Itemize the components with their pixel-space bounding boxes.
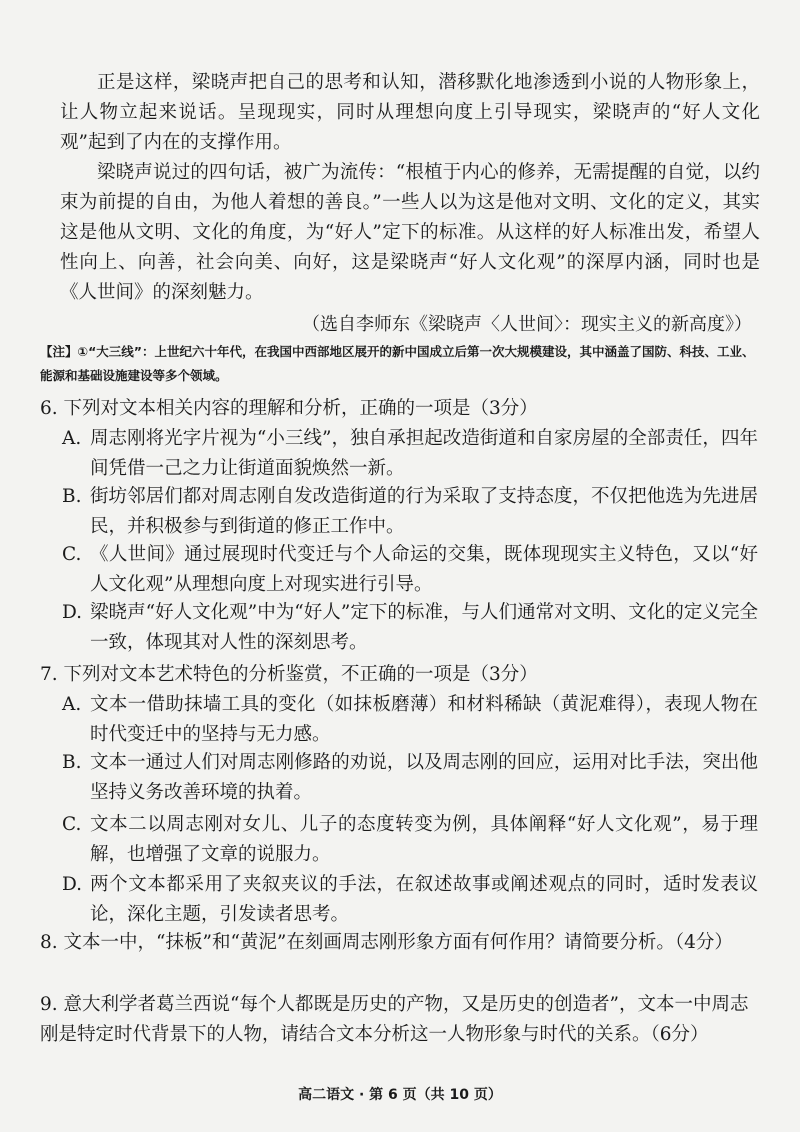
passage-source: （选自李师东《梁晓声〈人世间〉：现实主义的新高度》） [302,314,752,335]
option-label: D. [62,602,83,623]
option-text: 梁晓声“好人文化观”中为“好人”定下的标准，与人们通常对文明、文化的定义完全一致，体现其对人性的深刻思考。 [90,602,758,653]
question-7-option-a [62,690,758,750]
option-text: 文本一借助抹墙工具的变化（如抹板磨薄）和材料稀缺（黄泥难得），表现人物在时代变迁中的坚持与无力感。 [90,694,758,745]
question-7-stem: 7. 下列对文本艺术特色的分析鉴赏，不正确的一项是（3分） [40,664,538,685]
question-9-stem: 9. 意大利学者葛兰西说“每个人都既是历史的产物，又是历史的创造者”，文本一中周志刚是特定时代背景下的人物，请结合文本分析这一人物形象与时代的关系。（6分） [40,994,749,1045]
question-7-option-b [62,748,758,808]
question-6-option-b [62,482,758,542]
footnote: 【注】①“大三线”：上世纪六十年代，在我国中西部地区展开的新中国成立后第一次大规模建设，其中涵盖了国防、科技、工业、能源和基础设施建设等多个领域。 [40,344,755,383]
question-6-option-a [62,424,758,484]
question-8-stem: 8. 文本一中，“抹板”和“黄泥”在刻画周志刚形象方面有何作用？请简要分析。（4分） [40,932,733,953]
question-7-option-d [62,870,758,930]
option-text: 两个文本都采用了夹叙夹议的手法，在叙述故事或阐述观点的同时，适时发表议论，深化主题，引发读者思考。 [90,874,758,925]
option-text: 文本二以周志刚对女儿、儿子的态度转变为例，具体阐释“好人文化观”，易于理解，也增强了文章的说服力。 [90,814,758,865]
option-text: 文本一通过人们对周志刚修路的劝说，以及周志刚的回应，运用对比手法，突出他坚持义务改善环境的执着。 [90,752,758,803]
option-text: 周志刚将光字片视为“小三线”，独自承担起改造街道和自家房屋的全部责任，四年间凭借一己之力让街道面貌焕然一新。 [90,428,758,479]
option-label: A. [62,428,82,449]
option-label: D. [62,874,83,895]
option-label: B. [62,752,82,773]
question-7-option-c [62,810,758,870]
option-label: B. [62,486,82,507]
passage-paragraph-2: 梁晓声说过的四句话，被广为流传：“根植于内心的修养，无需提醒的自觉，以约束为前提的自由，为他人着想的善良。”一些人以为这是他对文明、文化的定义，其实这是他从文明、文化的角度，为“好人”定下的标准。从这样的好人标准出发，希望人性向上、向善，社会向美、向好，这是梁晓声“好人文化观”的深厚内涵，同时也是《人世间》的深刻魅力。 [60,162,760,303]
question-6-option-d [62,598,758,658]
option-label: C. [62,544,82,565]
option-label: C. [62,814,82,835]
question-6-option-c [62,540,758,600]
option-text: 《人世间》通过展现时代变迁与个人命运的交集，既体现现实主义特色，又以“好人文化观”从理想向度上对现实进行引导。 [90,544,758,595]
option-text: 街坊邻居们都对周志刚自发改造街道的行为采取了支持态度，不仅把他选为先进居民，并积极参与到街道的修正工作中。 [90,486,758,537]
passage-paragraph-1: 正是这样，梁晓声把自己的思考和认知，潜移默化地渗透到小说的人物形象上，让人物立起来说话。呈现现实，同时从理想向度上引导现实，梁晓声的“好人文化观”起到了内在的支撑作用。 [60,72,760,153]
option-label: A. [62,694,82,715]
question-6-stem: 6. 下列对文本相关内容的理解和分析，正确的一项是（3分） [40,398,538,419]
page-footer: 高二语文 · 第 6 页（共 10 页） [298,1087,502,1103]
